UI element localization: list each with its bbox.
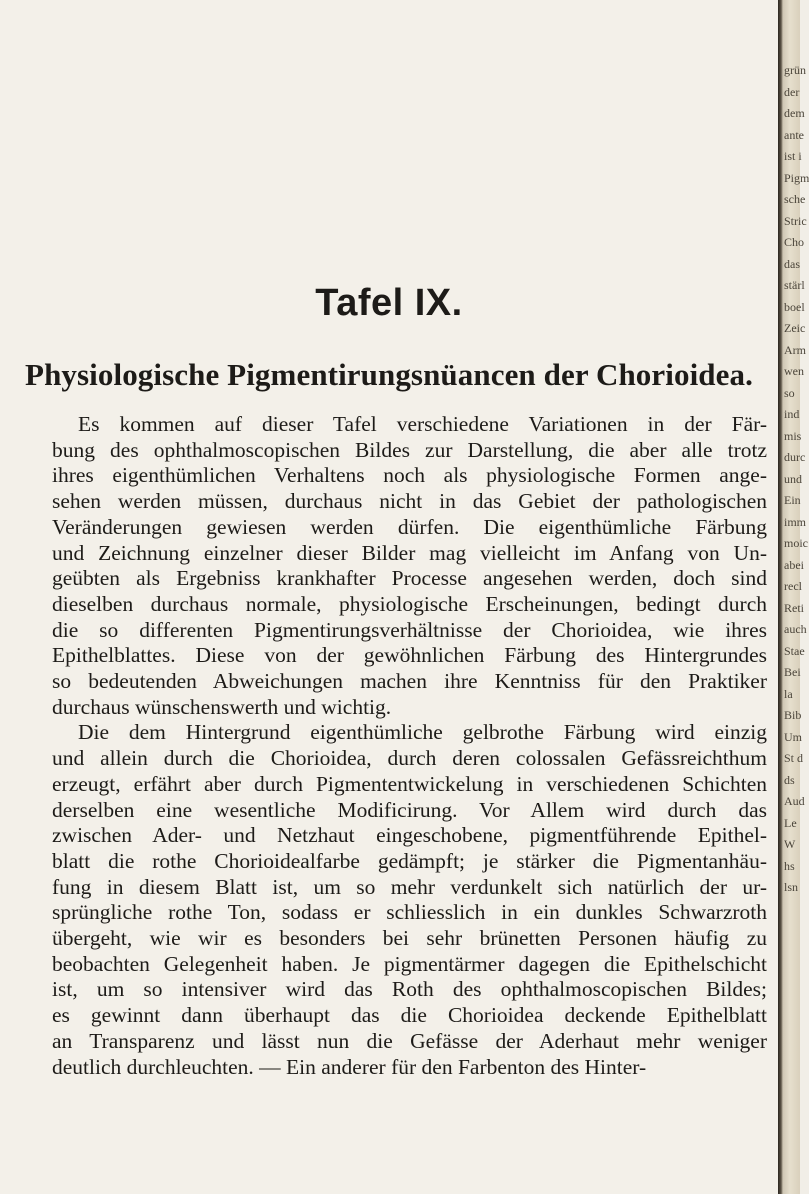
facing-page-fragment: und — [784, 471, 802, 486]
plate-subtitle: Physiologische Pigmentirungsnüancen der Chorioidea. — [25, 357, 753, 392]
facing-page-fragment: Stae — [784, 643, 805, 658]
facing-page-fragment: wen — [784, 364, 804, 378]
facing-page-fragment: Cho — [784, 235, 805, 249]
facing-page-fragment: Aud — [784, 794, 805, 808]
text-line: dieselben durchaus normale, physiologische Erscheinungen, bedingt durch — [52, 591, 767, 616]
facing-page-fragment: ind — [784, 407, 800, 421]
facing-page-fragment: moic — [784, 536, 808, 550]
text-line: sprüngliche rothe Ton, sodass er schliesslich in ein dunkles Schwarzroth — [52, 900, 767, 925]
paragraph-1 — [52, 412, 767, 720]
facing-page-fragment: ist i — [784, 149, 802, 163]
facing-page-fragment: recl — [784, 579, 802, 593]
text-line: ihres eigenthümlichen Verhaltens noch als physiologische Formen ange- — [52, 463, 767, 488]
facing-page-fragment: W — [784, 837, 796, 851]
text-line: die so differenten Pigmentirungsverhältnisse der Chorioidea, wie ihres — [52, 617, 767, 642]
text-line: durchaus wünschenswerth und wichtig. — [52, 694, 392, 719]
facing-page-fragment: auch — [784, 622, 807, 636]
facing-page-fragment: Bei — [784, 665, 801, 679]
facing-page-fragment: la — [784, 686, 793, 701]
text-line: es gewinnt dann überhaupt das die Chorioidea deckende Epithelblatt — [52, 1003, 767, 1028]
facing-page-fragment: so — [784, 385, 795, 400]
facing-page-fragment: boel — [784, 299, 805, 314]
facing-page-fragment: lsn — [784, 880, 799, 894]
facing-page-fragment: grün — [784, 63, 806, 77]
text-line: sehen werden müssen, durchaus nicht in das Gebiet der pathologischen — [52, 489, 767, 514]
facing-page-fragment: ds — [784, 772, 795, 787]
facing-page-fragment: Pigm — [784, 170, 809, 185]
text-line: Es kommen auf dieser Tafel verschiedene Variationen in der Fär- — [78, 412, 767, 436]
facing-page-fragment: dem — [784, 106, 805, 120]
text-line: so bedeutenden Abweichungen machen ihre Kenntniss für den Praktiker — [52, 669, 767, 694]
text-line: Veränderungen gewiesen werden dürfen. Die eigenthümliche Färbung — [52, 514, 767, 539]
text-line: und allein durch die Chorioidea, durch deren colossalen Gefässreichthum — [52, 746, 767, 771]
text-line: erzeugt, erfährt aber durch Pigmententwickelung in verschiedenen Schichten — [52, 771, 767, 796]
text-line: ist, um so intensiver wird das Roth des ophthalmoscopischen Bildes; — [52, 977, 767, 1002]
facing-page-fragment: abei — [784, 557, 804, 572]
text-line: blatt die rothe Chorioidealfarbe gedämpft; je stärker die Pigmentanhäu- — [52, 848, 767, 873]
text-line: zwischen Ader- und Netzhaut eingeschobene, pigmentführende Epithel- — [52, 823, 767, 848]
text-line: fung in diesem Blatt ist, um so mehr verdunkelt sich natürlich der ur- — [52, 874, 767, 899]
facing-page-fragment: Ein — [784, 493, 801, 507]
facing-page-fragments — [784, 60, 809, 899]
text-line: und Zeichnung einzelner dieser Bilder mag vielleicht im Anfang von Un- — [52, 540, 767, 565]
facing-page-fragment: Stric — [784, 213, 807, 228]
text-line: derselben eine wesentliche Modificirung. Vor Allem wird durch das — [52, 797, 767, 822]
facing-page-fragment: Um — [784, 729, 802, 744]
text-line: deutlich durchleuchten. — Ein anderer für den Farbenton des Hinter- — [52, 1054, 647, 1079]
text-line: Epithelblattes. Diese von der gewöhnlichen Färbung des Hintergrundes — [52, 643, 767, 668]
facing-page-fragment: Le — [784, 815, 797, 830]
facing-page-fragment: stärl — [784, 278, 805, 292]
facing-page-fragment: das — [784, 256, 800, 271]
facing-page-fragment: Reti — [784, 600, 804, 615]
facing-page-fragment: mis — [784, 428, 802, 443]
facing-page-fragment: durc — [784, 450, 806, 464]
text-line: bung des ophthalmoscopischen Bildes zur Darstellung, die aber alle trotz — [52, 437, 767, 462]
body-text — [52, 412, 767, 1080]
facing-page-fragment: imm — [784, 514, 807, 529]
facing-page-fragment: Arm — [784, 342, 806, 357]
plate-title: Tafel IX. — [315, 282, 463, 324]
facing-page-fragment: Bib — [784, 708, 802, 722]
text-line: beobachten Gelegenheit haben. Je pigmentärmer dagegen die Epithelschicht — [52, 951, 767, 976]
text-line: Die dem Hintergrund eigenthümliche gelbrothe Färbung wird einzig — [78, 720, 767, 745]
facing-page-fragment: ante — [784, 127, 804, 142]
text-line: an Transparenz und lässt nun die Gefässe der Aderhaut mehr weniger — [52, 1028, 767, 1053]
facing-page-fragment: sche — [784, 192, 806, 206]
paragraph-2 — [52, 720, 767, 1080]
facing-page-fragment: St d — [784, 751, 804, 765]
facing-page-fragment: hs — [784, 858, 795, 873]
text-line: geübten als Ergebniss krankhafter Processe angesehen werden, doch sind — [52, 566, 767, 591]
facing-page-fragment: Zeic — [784, 321, 806, 335]
facing-page-fragment: der — [784, 84, 800, 99]
text-line: übergeht, wie wir es besonders bei sehr brünetten Personen häufig zu — [52, 926, 767, 951]
